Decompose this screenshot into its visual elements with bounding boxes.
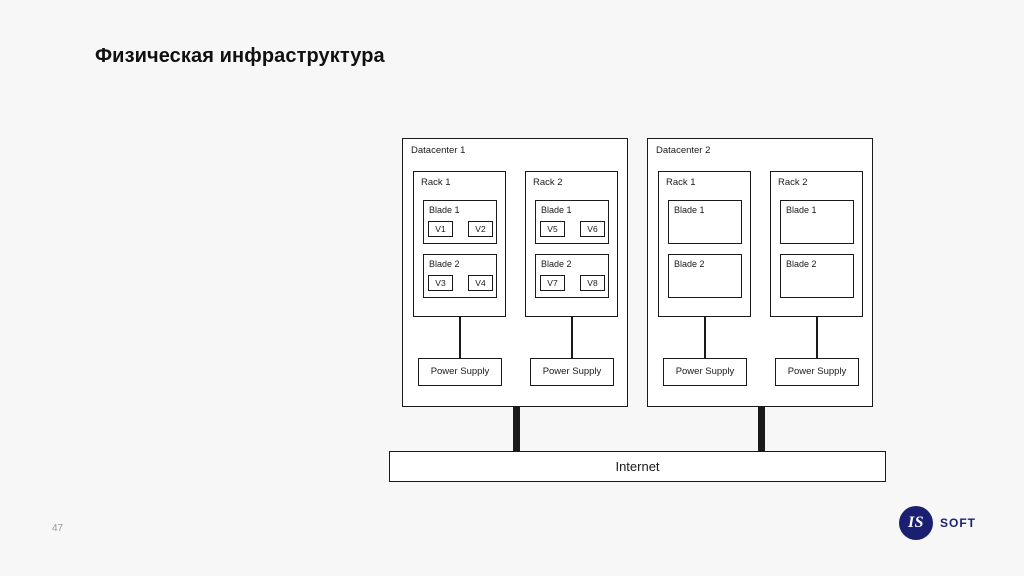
- datacenter-2-rack-1: [658, 171, 751, 317]
- page-title: Физическая инфраструктура: [95, 45, 385, 67]
- blade-label: Blade 2: [786, 259, 817, 269]
- blade-label: Blade 1: [674, 205, 705, 215]
- blade-label: Blade 1: [541, 205, 572, 215]
- blade-label: Blade 1: [429, 205, 460, 215]
- vm: V1: [428, 221, 453, 237]
- datacenter-1-label: Datacenter 1: [411, 145, 466, 156]
- blade-label: Blade 2: [674, 259, 705, 269]
- internet-node: Internet: [389, 451, 886, 482]
- rack-power-connector: [459, 317, 461, 358]
- datacenter-1-rack-1: [413, 171, 506, 317]
- blade-label: Blade 2: [429, 259, 460, 269]
- blade: [423, 254, 497, 298]
- datacenter-1: [402, 138, 628, 407]
- power-supply: Power Supply: [530, 358, 614, 386]
- rack-label: Rack 1: [666, 177, 696, 188]
- blade: [423, 200, 497, 244]
- power-supply: Power Supply: [663, 358, 747, 386]
- datacenter-2-label: Datacenter 2: [656, 145, 711, 156]
- logo-mark-icon: IS: [899, 506, 933, 540]
- vm: V7: [540, 275, 565, 291]
- blade-label: Blade 2: [541, 259, 572, 269]
- blade: [668, 200, 742, 244]
- logo-text: SOFT: [940, 516, 976, 530]
- rack-label: Rack 2: [778, 177, 808, 188]
- power-supply: Power Supply: [775, 358, 859, 386]
- rack-label: Rack 1: [421, 177, 451, 188]
- blade: [535, 200, 609, 244]
- vm: V5: [540, 221, 565, 237]
- vm: V3: [428, 275, 453, 291]
- infrastructure-diagram: [389, 138, 889, 483]
- datacenter-1-uplink: [513, 407, 520, 453]
- vm: V2: [468, 221, 493, 237]
- blade: [780, 200, 854, 244]
- datacenter-2: [647, 138, 873, 407]
- page-number: 47: [52, 523, 64, 534]
- rack-label: Rack 2: [533, 177, 563, 188]
- blade: [535, 254, 609, 298]
- datacenter-1-rack-2: [525, 171, 618, 317]
- rack-power-connector: [571, 317, 573, 358]
- blade: [780, 254, 854, 298]
- datacenter-2-rack-2: [770, 171, 863, 317]
- vm: V4: [468, 275, 493, 291]
- blade: [668, 254, 742, 298]
- power-supply: Power Supply: [418, 358, 502, 386]
- blade-label: Blade 1: [786, 205, 817, 215]
- rack-power-connector: [816, 317, 818, 358]
- vm: V6: [580, 221, 605, 237]
- datacenter-2-uplink: [758, 407, 765, 453]
- brand-logo: [899, 506, 976, 540]
- vm: V8: [580, 275, 605, 291]
- rack-power-connector: [704, 317, 706, 358]
